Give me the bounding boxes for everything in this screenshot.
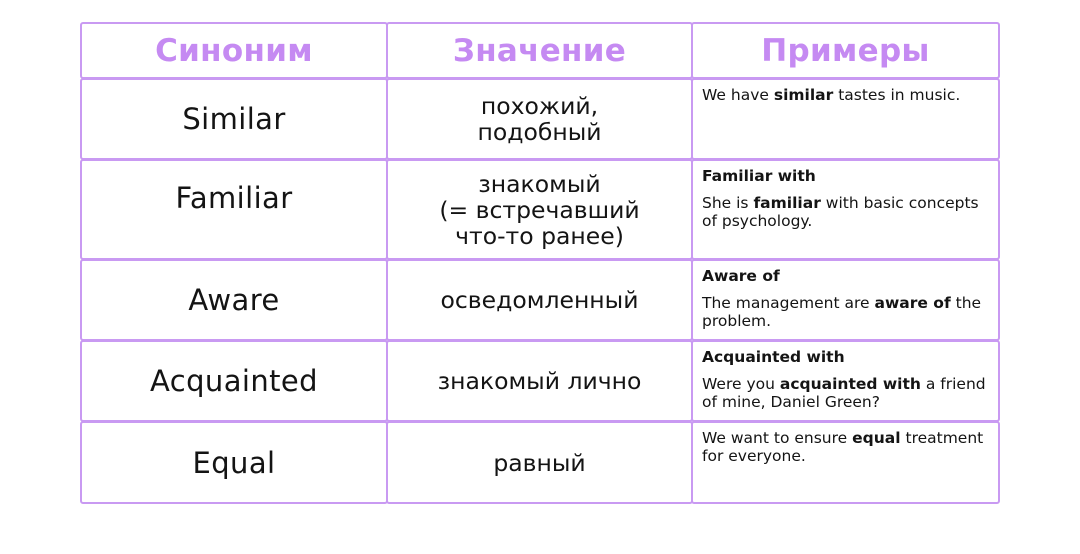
- highlighted-word: equal: [852, 429, 901, 447]
- word-label: Aware: [188, 283, 280, 317]
- header-synonym: [80, 22, 388, 79]
- meaning-line: (= встречавший: [439, 195, 640, 224]
- meaning-text: [441, 287, 639, 313]
- row-similar-word: [80, 78, 388, 160]
- highlighted-word: acquainted with: [779, 375, 921, 393]
- row-aware-meaning: [386, 259, 693, 341]
- row-similar-example: [691, 78, 1000, 160]
- highlighted-word: aware of: [874, 294, 951, 312]
- highlighted-word: similar: [773, 86, 834, 104]
- example-sentence: The management are aware of the problem.: [702, 294, 982, 330]
- example-sentence: Were you acquainted with a friend of mine, Daniel Green?: [702, 375, 986, 411]
- row-familiar-word: [80, 159, 388, 260]
- word-label: Equal: [192, 445, 276, 480]
- meaning-line: что-то ранее): [455, 221, 624, 250]
- row-acquainted-word: [80, 340, 388, 422]
- header-meaning: [386, 22, 693, 79]
- synonyms-table: [80, 22, 1000, 504]
- meaning-text: [438, 368, 642, 394]
- example-sentence: We want to ensure equal treatment for everyone.: [702, 429, 984, 465]
- header-examples: [691, 22, 1000, 79]
- meaning-text: [439, 171, 639, 249]
- meaning-line: подобный: [477, 118, 602, 146]
- row-familiar-example: [691, 159, 1000, 260]
- header-synonym-label: Синоним: [155, 32, 313, 69]
- row-equal-meaning: [386, 421, 693, 504]
- row-aware-word: [80, 259, 388, 341]
- header-examples-label: Примеры: [761, 32, 930, 69]
- row-equal-word: [80, 421, 388, 504]
- highlighted-word: familiar: [753, 194, 821, 212]
- row-equal-example: [691, 421, 1000, 504]
- example-title: Acquainted with: [702, 348, 845, 366]
- meaning-line: похожий,: [480, 92, 599, 120]
- row-similar-meaning: [386, 78, 693, 160]
- header-meaning-label: Значение: [452, 32, 627, 69]
- example-sentence: We have similar tastes in music.: [702, 86, 961, 104]
- example-title: Familiar with: [702, 167, 816, 185]
- example-title: Aware of: [702, 267, 780, 285]
- word-label: Acquainted: [150, 364, 318, 398]
- meaning-text: [493, 450, 585, 476]
- row-familiar-meaning: [386, 159, 693, 260]
- meaning-line: осведомленный: [440, 286, 639, 314]
- meaning-text: [477, 93, 601, 145]
- row-acquainted-example: [691, 340, 1000, 422]
- meaning-line: знакомый лично: [437, 367, 642, 395]
- word-label: Familiar: [175, 180, 293, 215]
- meaning-line: знакомый: [478, 169, 601, 198]
- meaning-line: равный: [493, 448, 586, 477]
- word-label: Similar: [182, 102, 286, 136]
- row-aware-example: [691, 259, 1000, 341]
- example-sentence: She is familiar with basic concepts of psychology.: [702, 194, 979, 230]
- row-acquainted-meaning: [386, 340, 693, 422]
